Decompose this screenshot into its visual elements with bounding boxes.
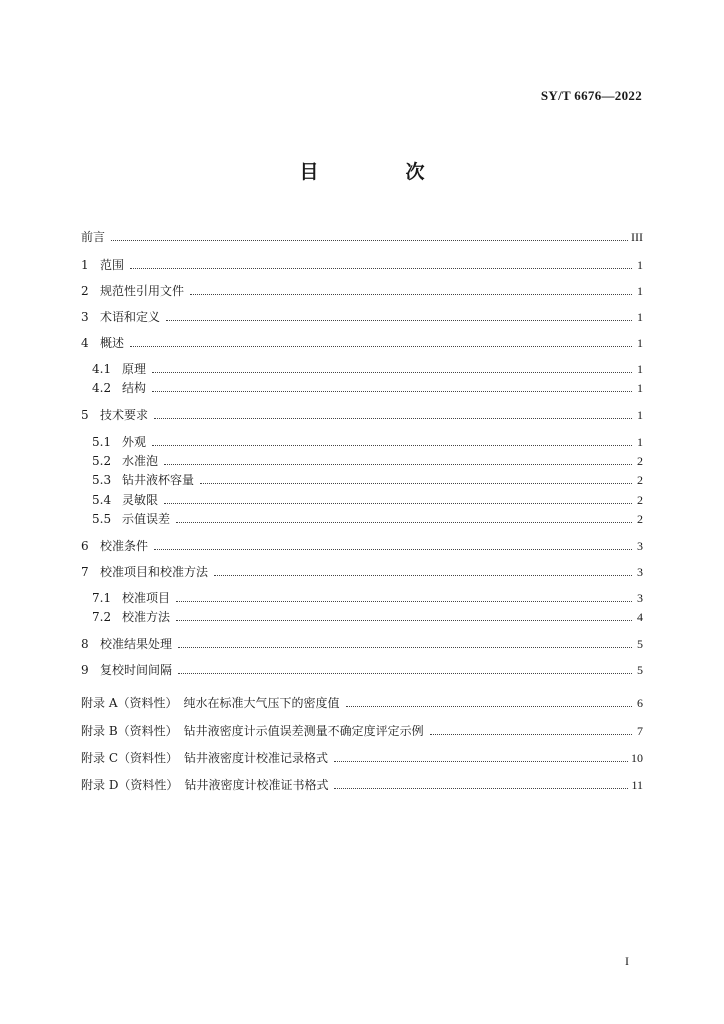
- toc-entry-number: 7: [81, 565, 89, 579]
- toc-entry-5-4[interactable]: [92, 489, 643, 507]
- leader-dots: [164, 503, 632, 504]
- toc-entry-label: 术语和定义: [100, 310, 161, 324]
- leader-dots: [154, 418, 632, 419]
- toc-entry-label: 校准方法: [122, 610, 171, 624]
- toc-entry-foreword[interactable]: [81, 226, 643, 244]
- toc-entry-annex-d[interactable]: [81, 774, 643, 792]
- toc-entry-label: 技术要求: [100, 408, 149, 422]
- leader-dots: [154, 549, 632, 550]
- leader-dots: [430, 734, 632, 735]
- toc-entry-page: 6: [637, 696, 643, 710]
- leader-dots: [178, 647, 632, 648]
- toc-entry-page: III: [631, 230, 643, 244]
- toc-entry-page: 1: [637, 336, 643, 350]
- toc-entry-page: 10: [631, 751, 643, 765]
- toc-entry-page: 2: [637, 454, 643, 468]
- toc-entry-page: 11: [631, 778, 643, 792]
- toc-entry-page: 2: [637, 512, 643, 526]
- toc-entry-5[interactable]: [81, 404, 643, 422]
- leader-dots: [152, 372, 632, 373]
- toc-entry-7-2[interactable]: [92, 606, 643, 624]
- leader-dots: [178, 673, 632, 674]
- toc-entry-number: 5: [81, 408, 89, 422]
- leader-dots: [176, 522, 632, 523]
- toc-entry-label: 纯水在标准大气压下的密度值: [183, 696, 340, 710]
- toc-entry-label: 前言: [81, 230, 106, 244]
- toc-entry-4-1[interactable]: [92, 358, 643, 376]
- toc-entry-label: 灵敏限: [122, 493, 159, 507]
- toc-entry-annex-b[interactable]: [81, 720, 643, 738]
- toc-entry-number: 5.5: [92, 512, 112, 526]
- leader-dots: [214, 575, 632, 576]
- toc-entry-number: 附录 C（资料性）: [81, 751, 178, 765]
- toc-entry-number: 6: [81, 539, 89, 553]
- toc-entry-5-1[interactable]: [92, 431, 643, 449]
- leader-dots: [346, 706, 633, 707]
- toc-entry-label: 校准条件: [100, 539, 149, 553]
- toc-entry-number: 4.2: [92, 381, 112, 395]
- toc-entry-page: 7: [637, 724, 643, 738]
- toc-entry-7-1[interactable]: [92, 587, 643, 605]
- toc-entry-6[interactable]: [81, 535, 643, 553]
- leader-dots: [200, 483, 632, 484]
- toc-entry-9[interactable]: [81, 659, 643, 677]
- toc-entry-page: 1: [637, 435, 643, 449]
- toc-entry-label: 规范性引用文件: [100, 284, 185, 298]
- leader-dots: [334, 788, 628, 789]
- toc-entry-label: 钻井液密度计校准证书格式: [184, 778, 329, 792]
- leader-dots: [176, 620, 632, 621]
- toc-entry-5-5[interactable]: [92, 508, 643, 526]
- toc-entry-4-2[interactable]: [92, 377, 643, 395]
- toc-entry-number: 7.2: [92, 610, 112, 624]
- leader-dots: [176, 601, 632, 602]
- toc-entry-page: 2: [637, 493, 643, 507]
- leader-dots: [166, 320, 632, 321]
- leader-dots: [334, 761, 628, 762]
- toc-entry-number: 9: [81, 663, 89, 677]
- toc-entry-label: 范围: [100, 258, 125, 272]
- standard-number: SY/T 6676—2022: [540, 88, 642, 103]
- leader-dots: [190, 294, 632, 295]
- toc-entry-number: 5.2: [92, 454, 112, 468]
- page-title: 目 次: [299, 161, 459, 183]
- leader-dots: [111, 240, 628, 241]
- leader-dots: [164, 464, 632, 465]
- toc-entry-number: 3: [81, 310, 89, 324]
- toc-entry-label: 外观: [122, 435, 147, 449]
- toc-entry-number: 2: [81, 284, 89, 298]
- toc-entry-number: 5.4: [92, 493, 112, 507]
- toc-entry-3[interactable]: [81, 306, 643, 324]
- toc-entry-page: 3: [637, 539, 643, 553]
- toc-entry-label: 校准项目和校准方法: [100, 565, 209, 579]
- toc-entry-8[interactable]: [81, 633, 643, 651]
- toc-entry-label: 原理: [122, 362, 147, 376]
- toc-entry-label: 钻井液杯容量: [122, 473, 195, 487]
- toc-entry-page: 1: [637, 408, 643, 422]
- toc-entry-number: 1: [81, 258, 89, 272]
- toc-entry-1[interactable]: [81, 254, 643, 272]
- toc-entry-5-2[interactable]: [92, 450, 643, 468]
- toc-entry-number: 4: [81, 336, 89, 350]
- toc-entry-label: 水准泡: [122, 454, 159, 468]
- toc-entry-annex-a[interactable]: [81, 692, 643, 710]
- leader-dots: [130, 268, 632, 269]
- toc-entry-number: 4.1: [92, 362, 112, 376]
- toc-entry-number: 附录 A（资料性）: [81, 696, 178, 710]
- toc-entry-label: 校准项目: [122, 591, 171, 605]
- toc-entry-page: 2: [637, 473, 643, 487]
- toc-entry-number: 7.1: [92, 591, 112, 605]
- toc-entry-page: 1: [637, 310, 643, 324]
- toc-entry-label: 示值误差: [122, 512, 171, 526]
- toc-entry-page: 3: [637, 591, 643, 605]
- toc-entry-label: 复校时间间隔: [100, 663, 173, 677]
- toc-entry-label: 结构: [122, 381, 147, 395]
- toc-entry-label: 钻井液密度计校准记录格式: [184, 751, 329, 765]
- toc-entry-number: 8: [81, 637, 89, 651]
- toc-entry-page: 1: [637, 284, 643, 298]
- toc-entry-number: 附录 D（资料性）: [81, 778, 179, 792]
- toc-entry-page: 5: [637, 637, 643, 651]
- toc-entry-page: 1: [637, 381, 643, 395]
- toc-entry-page: 3: [637, 565, 643, 579]
- leader-dots: [152, 445, 632, 446]
- toc-entry-4[interactable]: [81, 332, 643, 350]
- toc-entry-2[interactable]: [81, 280, 643, 298]
- toc-entry-label: 钻井液密度计示值误差测量不确定度评定示例: [183, 724, 424, 738]
- toc-entry-page: 5: [637, 663, 643, 677]
- leader-dots: [152, 391, 632, 392]
- toc-entry-label: 概述: [100, 336, 125, 350]
- toc-entry-page: 4: [637, 610, 643, 624]
- toc-entry-page: 1: [637, 362, 643, 376]
- toc-entry-label: 校准结果处理: [100, 637, 173, 651]
- toc-entry-annex-c[interactable]: [81, 747, 643, 765]
- page-number: I: [625, 954, 629, 968]
- toc-entry-number: 5.3: [92, 473, 112, 487]
- toc-entry-7[interactable]: [81, 561, 643, 579]
- toc-entry-5-3[interactable]: [92, 469, 643, 487]
- toc-entry-number: 5.1: [92, 435, 112, 449]
- leader-dots: [130, 346, 632, 347]
- toc-entry-page: 1: [637, 258, 643, 272]
- toc-entry-number: 附录 B（资料性）: [81, 724, 178, 738]
